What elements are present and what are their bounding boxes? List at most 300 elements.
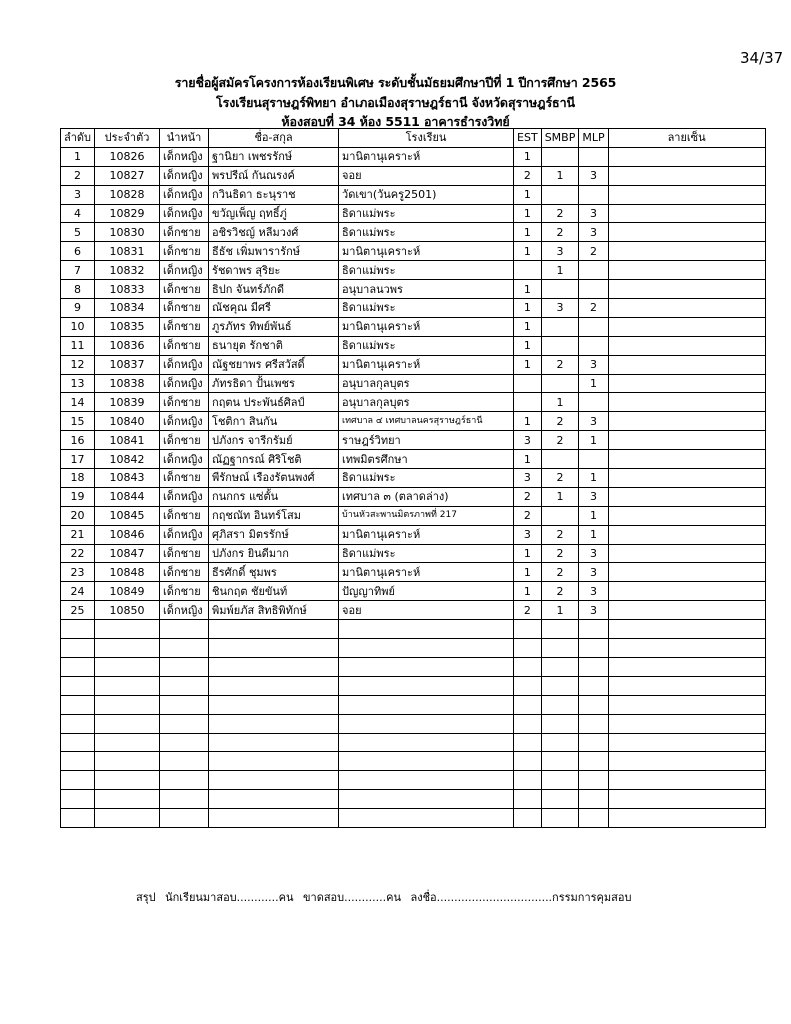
table-row <box>61 487 766 506</box>
summary-line <box>136 888 637 906</box>
cell-empty <box>579 695 608 714</box>
cell-full-name: ธีรศักดิ์ ชุมพร <box>209 563 339 582</box>
cell-mlp <box>579 147 608 166</box>
cell-order: 23 <box>61 563 95 582</box>
cell-smbp: 2 <box>541 469 579 488</box>
cell-smbp: 2 <box>541 563 579 582</box>
cell-signature <box>608 280 765 299</box>
cell-prefix: เด็กชาย <box>160 223 209 242</box>
cell-signature <box>608 431 765 450</box>
cell-empty <box>514 771 542 790</box>
cell-student-id: 10831 <box>95 242 160 261</box>
cell-empty <box>339 752 514 771</box>
cell-empty <box>608 790 765 809</box>
cell-empty <box>160 771 209 790</box>
cell-student-id: 10829 <box>95 204 160 223</box>
cell-smbp: 2 <box>541 355 579 374</box>
cell-smbp <box>541 450 579 469</box>
cell-est: 1 <box>514 204 542 223</box>
cell-est: 3 <box>514 525 542 544</box>
cell-full-name: ขวัญเพ็ญ ฤทธิ์ภู่ <box>209 204 339 223</box>
cell-full-name: อชิรวิชญ์ หลีมวงศ์ <box>209 223 339 242</box>
cell-smbp <box>541 317 579 336</box>
cell-signature <box>608 525 765 544</box>
cell-school: มานิตานุเคราะห์ <box>339 147 514 166</box>
cell-mlp <box>579 393 608 412</box>
blank-row <box>61 657 766 676</box>
cell-order: 22 <box>61 544 95 563</box>
cell-prefix: เด็กชาย <box>160 242 209 261</box>
cell-signature <box>608 355 765 374</box>
cell-full-name: กนกกร แซ่ตั้น <box>209 487 339 506</box>
cell-mlp: 1 <box>579 374 608 393</box>
cell-empty <box>541 790 579 809</box>
table-row <box>61 185 766 204</box>
cell-empty <box>608 809 765 828</box>
summary-label: สรุป <box>136 891 156 904</box>
cell-empty <box>61 695 95 714</box>
cell-mlp <box>579 317 608 336</box>
cell-empty <box>61 809 95 828</box>
table-row <box>61 147 766 166</box>
cell-student-id: 10847 <box>95 544 160 563</box>
cell-empty <box>160 733 209 752</box>
cell-empty <box>608 639 765 658</box>
cell-full-name: ชินกฤต ชัยขันท์ <box>209 582 339 601</box>
cell-empty <box>209 714 339 733</box>
cell-order: 24 <box>61 582 95 601</box>
cell-smbp: 1 <box>541 261 579 280</box>
cell-empty <box>608 771 765 790</box>
table-row <box>61 317 766 336</box>
cell-full-name: รัชดาพร สุริยะ <box>209 261 339 280</box>
table-header-row <box>61 129 766 148</box>
cell-smbp <box>541 506 579 525</box>
cell-school: ธิดาแม่พระ <box>339 299 514 318</box>
cell-empty <box>608 620 765 639</box>
cell-empty <box>61 657 95 676</box>
cell-school: จอย <box>339 601 514 620</box>
cell-signature <box>608 393 765 412</box>
cell-smbp <box>541 185 579 204</box>
cell-order: 17 <box>61 450 95 469</box>
header-col-mlp: MLP <box>579 129 608 148</box>
cell-mlp: 2 <box>579 299 608 318</box>
cell-mlp <box>579 261 608 280</box>
cell-signature <box>608 374 765 393</box>
cell-est: 1 <box>514 299 542 318</box>
cell-empty <box>608 676 765 695</box>
cell-student-id: 10835 <box>95 317 160 336</box>
cell-school: มานิตานุเคราะห์ <box>339 317 514 336</box>
cell-est: 1 <box>514 242 542 261</box>
cell-empty <box>160 752 209 771</box>
cell-empty <box>61 752 95 771</box>
blank-row <box>61 620 766 639</box>
cell-est: 2 <box>514 487 542 506</box>
cell-school: เทศบาล ๔ เทศบาลนครสุราษฎร์ธานี <box>339 412 514 431</box>
cell-smbp: 1 <box>541 166 579 185</box>
cell-empty <box>514 809 542 828</box>
cell-empty <box>209 620 339 639</box>
cell-empty <box>339 809 514 828</box>
cell-empty <box>579 733 608 752</box>
cell-signature <box>608 544 765 563</box>
cell-empty <box>339 695 514 714</box>
table-row <box>61 582 766 601</box>
cell-est: 2 <box>514 601 542 620</box>
cell-est: 1 <box>514 582 542 601</box>
cell-est: 1 <box>514 563 542 582</box>
cell-mlp: 1 <box>579 431 608 450</box>
cell-empty <box>61 790 95 809</box>
cell-full-name: กฤชณัท อินทร์โสม <box>209 506 339 525</box>
cell-mlp: 3 <box>579 412 608 431</box>
table-row <box>61 544 766 563</box>
cell-mlp <box>579 336 608 355</box>
summary-signature: ลงชื่อ.................................กรรมการคุมสอบ <box>410 891 632 904</box>
cell-empty <box>95 695 160 714</box>
cell-empty <box>61 620 95 639</box>
cell-prefix: เด็กหญิง <box>160 204 209 223</box>
cell-order: 14 <box>61 393 95 412</box>
document-title: รายชื่อผู้สมัครโครงการห้องเรียนพิเศษ ระดับชั้นมัธยมศึกษาปีที่ 1 ปีการศึกษา 2565 <box>174 75 617 90</box>
blank-row <box>61 639 766 658</box>
cell-student-id: 10842 <box>95 450 160 469</box>
cell-empty <box>339 771 514 790</box>
cell-school: วัดเขา(วันครู2501) <box>339 185 514 204</box>
cell-est: 1 <box>514 450 542 469</box>
blank-row <box>61 790 766 809</box>
cell-mlp: 1 <box>579 469 608 488</box>
cell-est: 2 <box>514 166 542 185</box>
cell-empty <box>608 695 765 714</box>
cell-empty <box>514 657 542 676</box>
table-row <box>61 280 766 299</box>
table-row <box>61 204 766 223</box>
cell-full-name: ภูรภัทร ทิพย์พันธ์ <box>209 317 339 336</box>
cell-mlp: 3 <box>579 601 608 620</box>
cell-signature <box>608 204 765 223</box>
cell-empty <box>541 733 579 752</box>
cell-full-name: พรปรีณ์ กันณรงค์ <box>209 166 339 185</box>
cell-student-id: 10828 <box>95 185 160 204</box>
cell-school: ธิดาแม่พระ <box>339 544 514 563</box>
cell-empty <box>541 771 579 790</box>
cell-student-id: 10843 <box>95 469 160 488</box>
cell-school: มานิตานุเคราะห์ <box>339 525 514 544</box>
cell-signature <box>608 299 765 318</box>
table-row <box>61 525 766 544</box>
cell-empty <box>541 639 579 658</box>
cell-empty <box>608 714 765 733</box>
cell-smbp: 2 <box>541 431 579 450</box>
cell-smbp: 2 <box>541 412 579 431</box>
cell-mlp: 3 <box>579 582 608 601</box>
header-col-est: EST <box>514 129 542 148</box>
cell-empty <box>160 790 209 809</box>
cell-mlp: 3 <box>579 204 608 223</box>
cell-student-id: 10834 <box>95 299 160 318</box>
cell-signature <box>608 242 765 261</box>
header-col-name: ชื่อ-สกุล <box>209 129 339 148</box>
cell-empty <box>579 809 608 828</box>
cell-student-id: 10845 <box>95 506 160 525</box>
cell-student-id: 10837 <box>95 355 160 374</box>
header-col-prefix: นำหน้า <box>160 129 209 148</box>
cell-empty <box>514 620 542 639</box>
cell-empty <box>514 676 542 695</box>
cell-school: ธิดาแม่พระ <box>339 261 514 280</box>
cell-signature <box>608 601 765 620</box>
cell-smbp: 1 <box>541 487 579 506</box>
cell-est: 1 <box>514 185 542 204</box>
cell-student-id: 10827 <box>95 166 160 185</box>
cell-empty <box>579 676 608 695</box>
cell-student-id: 10836 <box>95 336 160 355</box>
cell-full-name: ฐานิยา เพชรรักษ์ <box>209 147 339 166</box>
cell-signature <box>608 469 765 488</box>
cell-school: บ้านหัวสะพานมิตรภาพที่ 217 <box>339 506 514 525</box>
cell-smbp: 2 <box>541 223 579 242</box>
cell-full-name: โชติกา สินกัน <box>209 412 339 431</box>
blank-row <box>61 733 766 752</box>
cell-est: 1 <box>514 317 542 336</box>
cell-empty <box>95 657 160 676</box>
cell-empty <box>339 639 514 658</box>
cell-signature <box>608 147 765 166</box>
table-row <box>61 450 766 469</box>
cell-empty <box>514 733 542 752</box>
cell-mlp: 3 <box>579 355 608 374</box>
table-row <box>61 299 766 318</box>
cell-full-name: ณัฏฐากรณ์ ศิริโชติ <box>209 450 339 469</box>
cell-smbp: 1 <box>541 393 579 412</box>
cell-empty <box>514 790 542 809</box>
cell-order: 21 <box>61 525 95 544</box>
cell-smbp <box>541 280 579 299</box>
cell-empty <box>95 771 160 790</box>
cell-empty <box>95 733 160 752</box>
cell-empty <box>209 676 339 695</box>
exam-room-subtitle: ห้องสอบที่ 34 ห้อง 5511 อาคารธำรงวิทย์ <box>281 114 510 129</box>
cell-empty <box>579 620 608 639</box>
table-row <box>61 374 766 393</box>
blank-row <box>61 752 766 771</box>
cell-order: 16 <box>61 431 95 450</box>
cell-empty <box>541 620 579 639</box>
cell-empty <box>579 771 608 790</box>
cell-empty <box>339 733 514 752</box>
cell-empty <box>209 809 339 828</box>
cell-prefix: เด็กหญิง <box>160 374 209 393</box>
cell-empty <box>209 733 339 752</box>
cell-empty <box>579 714 608 733</box>
blank-row <box>61 676 766 695</box>
cell-full-name: ณัชคุณ มีศรี <box>209 299 339 318</box>
cell-mlp <box>579 185 608 204</box>
cell-empty <box>95 809 160 828</box>
cell-empty <box>514 752 542 771</box>
cell-signature <box>608 582 765 601</box>
cell-smbp: 3 <box>541 299 579 318</box>
cell-empty <box>209 695 339 714</box>
cell-prefix: เด็กหญิง <box>160 185 209 204</box>
cell-school: มานิตานุเคราะห์ <box>339 563 514 582</box>
cell-student-id: 10833 <box>95 280 160 299</box>
cell-est: 1 <box>514 147 542 166</box>
cell-prefix: เด็กชาย <box>160 280 209 299</box>
cell-signature <box>608 261 765 280</box>
cell-empty <box>209 771 339 790</box>
cell-empty <box>209 790 339 809</box>
cell-prefix: เด็กชาย <box>160 317 209 336</box>
cell-prefix: เด็กชาย <box>160 544 209 563</box>
cell-school: เทพมิตรศึกษา <box>339 450 514 469</box>
cell-prefix: เด็กชาย <box>160 563 209 582</box>
cell-empty <box>514 714 542 733</box>
cell-empty <box>95 714 160 733</box>
cell-smbp: 2 <box>541 582 579 601</box>
cell-est <box>514 261 542 280</box>
cell-est: 1 <box>514 355 542 374</box>
cell-empty <box>95 790 160 809</box>
cell-full-name: ปภังกร ยินดีมาก <box>209 544 339 563</box>
table-row <box>61 506 766 525</box>
cell-prefix: เด็กหญิง <box>160 147 209 166</box>
cell-school: ธิดาแม่พระ <box>339 204 514 223</box>
table-row <box>61 563 766 582</box>
cell-student-id: 10840 <box>95 412 160 431</box>
cell-order: 4 <box>61 204 95 223</box>
summary-present: นักเรียนมาสอบ............คน <box>165 891 294 904</box>
cell-student-id: 10832 <box>95 261 160 280</box>
cell-empty <box>160 676 209 695</box>
cell-empty <box>160 695 209 714</box>
cell-smbp <box>541 147 579 166</box>
cell-est: 1 <box>514 223 542 242</box>
cell-full-name: ณัฐชยาพร ศรีสวัสดิ์ <box>209 355 339 374</box>
table-row <box>61 469 766 488</box>
cell-student-id: 10844 <box>95 487 160 506</box>
cell-est: 1 <box>514 544 542 563</box>
cell-empty <box>608 752 765 771</box>
cell-order: 15 <box>61 412 95 431</box>
cell-smbp <box>541 336 579 355</box>
cell-empty <box>541 676 579 695</box>
blank-row <box>61 695 766 714</box>
cell-est: 1 <box>514 336 542 355</box>
cell-empty <box>209 639 339 658</box>
cell-empty <box>209 752 339 771</box>
cell-empty <box>160 639 209 658</box>
cell-mlp: 3 <box>579 544 608 563</box>
cell-full-name: ศุภิสรา มิตรรักษ์ <box>209 525 339 544</box>
cell-prefix: เด็กหญิง <box>160 166 209 185</box>
cell-est: 1 <box>514 412 542 431</box>
cell-smbp: 3 <box>541 242 579 261</box>
cell-empty <box>339 676 514 695</box>
cell-full-name: ธีธัช เพิ่มพารารักษ์ <box>209 242 339 261</box>
cell-empty <box>160 657 209 676</box>
cell-smbp: 2 <box>541 525 579 544</box>
table-row <box>61 223 766 242</box>
cell-student-id: 10839 <box>95 393 160 412</box>
table-row <box>61 412 766 431</box>
cell-mlp: 3 <box>579 487 608 506</box>
cell-smbp: 1 <box>541 601 579 620</box>
cell-prefix: เด็กหญิง <box>160 412 209 431</box>
cell-full-name: ปภังกร จารีกรัมย์ <box>209 431 339 450</box>
cell-smbp: 2 <box>541 544 579 563</box>
cell-signature <box>608 336 765 355</box>
cell-order: 13 <box>61 374 95 393</box>
cell-empty <box>61 771 95 790</box>
cell-school: มานิตานุเคราะห์ <box>339 355 514 374</box>
table-row <box>61 336 766 355</box>
cell-school: ปัญญาทิพย์ <box>339 582 514 601</box>
cell-order: 20 <box>61 506 95 525</box>
cell-est <box>514 393 542 412</box>
cell-order: 8 <box>61 280 95 299</box>
cell-empty <box>339 790 514 809</box>
header-col-order: ลำดับ <box>61 129 95 148</box>
cell-order: 12 <box>61 355 95 374</box>
table-row <box>61 601 766 620</box>
cell-empty <box>95 620 160 639</box>
cell-empty <box>61 733 95 752</box>
cell-prefix: เด็กชาย <box>160 336 209 355</box>
cell-empty <box>541 657 579 676</box>
cell-school: ธิดาแม่พระ <box>339 336 514 355</box>
cell-mlp <box>579 450 608 469</box>
cell-empty <box>339 620 514 639</box>
cell-est: 3 <box>514 431 542 450</box>
cell-order: 5 <box>61 223 95 242</box>
cell-full-name: ธิปก จันทร์ภักดี <box>209 280 339 299</box>
cell-empty <box>514 695 542 714</box>
school-subtitle: โรงเรียนสุราษฎร์พิทยา อำเภอเมืองสุราษฎร์ธานี จังหวัดสุราษฎร์ธานี <box>216 95 575 110</box>
cell-prefix: เด็กชาย <box>160 506 209 525</box>
cell-order: 10 <box>61 317 95 336</box>
cell-empty <box>61 676 95 695</box>
header-col-smbp: SMBP <box>541 129 579 148</box>
cell-empty <box>209 657 339 676</box>
cell-order: 18 <box>61 469 95 488</box>
cell-school: ราษฎร์วิทยา <box>339 431 514 450</box>
cell-signature <box>608 450 765 469</box>
cell-student-id: 10850 <box>95 601 160 620</box>
cell-prefix: เด็กหญิง <box>160 487 209 506</box>
cell-full-name: ภัทรธิดา ปั้นเพชร <box>209 374 339 393</box>
cell-student-id: 10841 <box>95 431 160 450</box>
cell-mlp: 3 <box>579 563 608 582</box>
cell-school: มานิตานุเคราะห์ <box>339 242 514 261</box>
cell-school: อนุบาลกุลบุตร <box>339 393 514 412</box>
cell-student-id: 10838 <box>95 374 160 393</box>
cell-full-name: กวินธิดา ธะนุราช <box>209 185 339 204</box>
cell-full-name: พีรักษณ์ เรืองรัตนพงศ์ <box>209 469 339 488</box>
table-row <box>61 355 766 374</box>
cell-est: 3 <box>514 469 542 488</box>
cell-signature <box>608 412 765 431</box>
cell-school: ธิดาแม่พระ <box>339 469 514 488</box>
cell-school: อนุบาลนวพร <box>339 280 514 299</box>
cell-empty <box>608 733 765 752</box>
cell-empty <box>339 657 514 676</box>
cell-empty <box>95 676 160 695</box>
cell-empty <box>541 695 579 714</box>
